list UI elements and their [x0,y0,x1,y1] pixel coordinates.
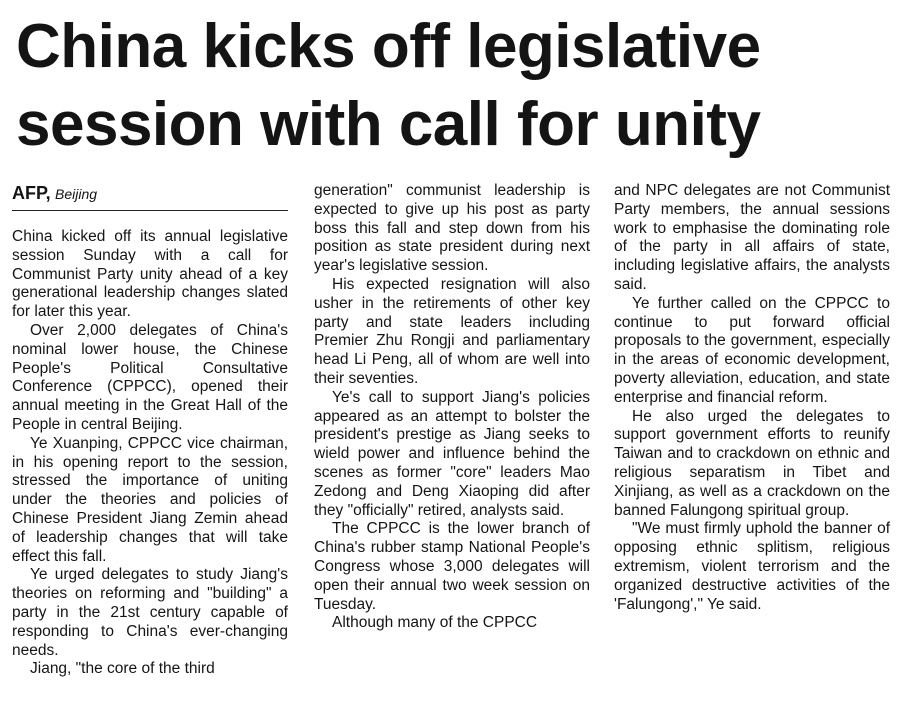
article-paragraph: The CPPCC is the lower branch of China's rubber stamp National People's Congress whose 3,000 delegates will open their annual two week session on Tuesday. [314,520,590,613]
headline-line-1: China kicks off legislative [16,12,761,81]
article-paragraph: "We must firmly uphold the banner of opposing ethnic splitism, religious extremism, violent terrorism and the organized destructive activities of the 'Falungong'," Ye said. [614,520,890,613]
article-headline [16,8,896,164]
article-paragraph: Ye urged delegates to study Jiang's theories on reforming and "building" a party in the 21st century capable of responding to China's ever-changing needs. [12,566,288,659]
headline-line-2: session with call for unity [16,90,761,159]
article-paragraph: generation" communist leadership is expected to give up his post as party boss this fall and step down from his position as state president during next year's legislative session. [314,182,590,275]
article-paragraph: China kicked off its annual legislative session Sunday with a call for Communist Party unity ahead of a key generational leadership changes slated for later this year. [12,228,288,321]
byline-agency: AFP, [12,183,51,203]
article-column-2 [314,182,590,633]
article-paragraph: Ye further called on the CPPCC to continue to put forward official proposals to the government, especially in the areas of economic development, poverty alleviation, education, and state enterprise and financial reform. [614,294,890,406]
article-column-3 [614,182,890,614]
article-column-1 [12,182,288,679]
article-paragraph: His expected resignation will also usher in the retirements of other key party and state leaders including Premier Zhu Rongji and parliamentary head Li Peng, all of whom are well into their seventies. [314,275,590,387]
article-paragraph: He also urged the delegates to support government efforts to reunify Taiwan and to crackdown on ethnic and religious separatism in Tibet and Xinjiang, as well as a crackdown on the banned Falungong spiritual group. [614,407,890,519]
article-paragraph: Over 2,000 delegates of China's nominal lower house, the Chinese People's Political Consultative Conference (CPPCC), opened their annual meeting in the Great Hall of the People in central Beijing. [12,321,288,433]
article-paragraph: Although many of the CPPCC [332,614,538,632]
byline-location: Beijing [55,186,98,202]
article-paragraph: Jiang, "the core of the third [30,660,215,678]
article-paragraph: and NPC delegates are not Communist Party members, the annual sessions work to emphasise the dominating role of the party in all affairs of state, including legislative affairs, the analysts said. [614,182,890,293]
article-paragraph: Ye Xuanping, CPPCC vice chairman, in his opening report to the session, stressed the importance of uniting under the theories and policies of Chinese President Jiang Zemin ahead of leadership changes that will take effect this fall. [12,434,288,565]
article-paragraph: Ye's call to support Jiang's policies appeared as an attempt to bolster the president's prestige as Jiang seeks to wield power and influence behind the scenes as former "core" leaders Mao Zedong and Deng Xiaoping did after they "officially" retired, analysts said. [314,388,590,519]
byline [12,182,288,211]
